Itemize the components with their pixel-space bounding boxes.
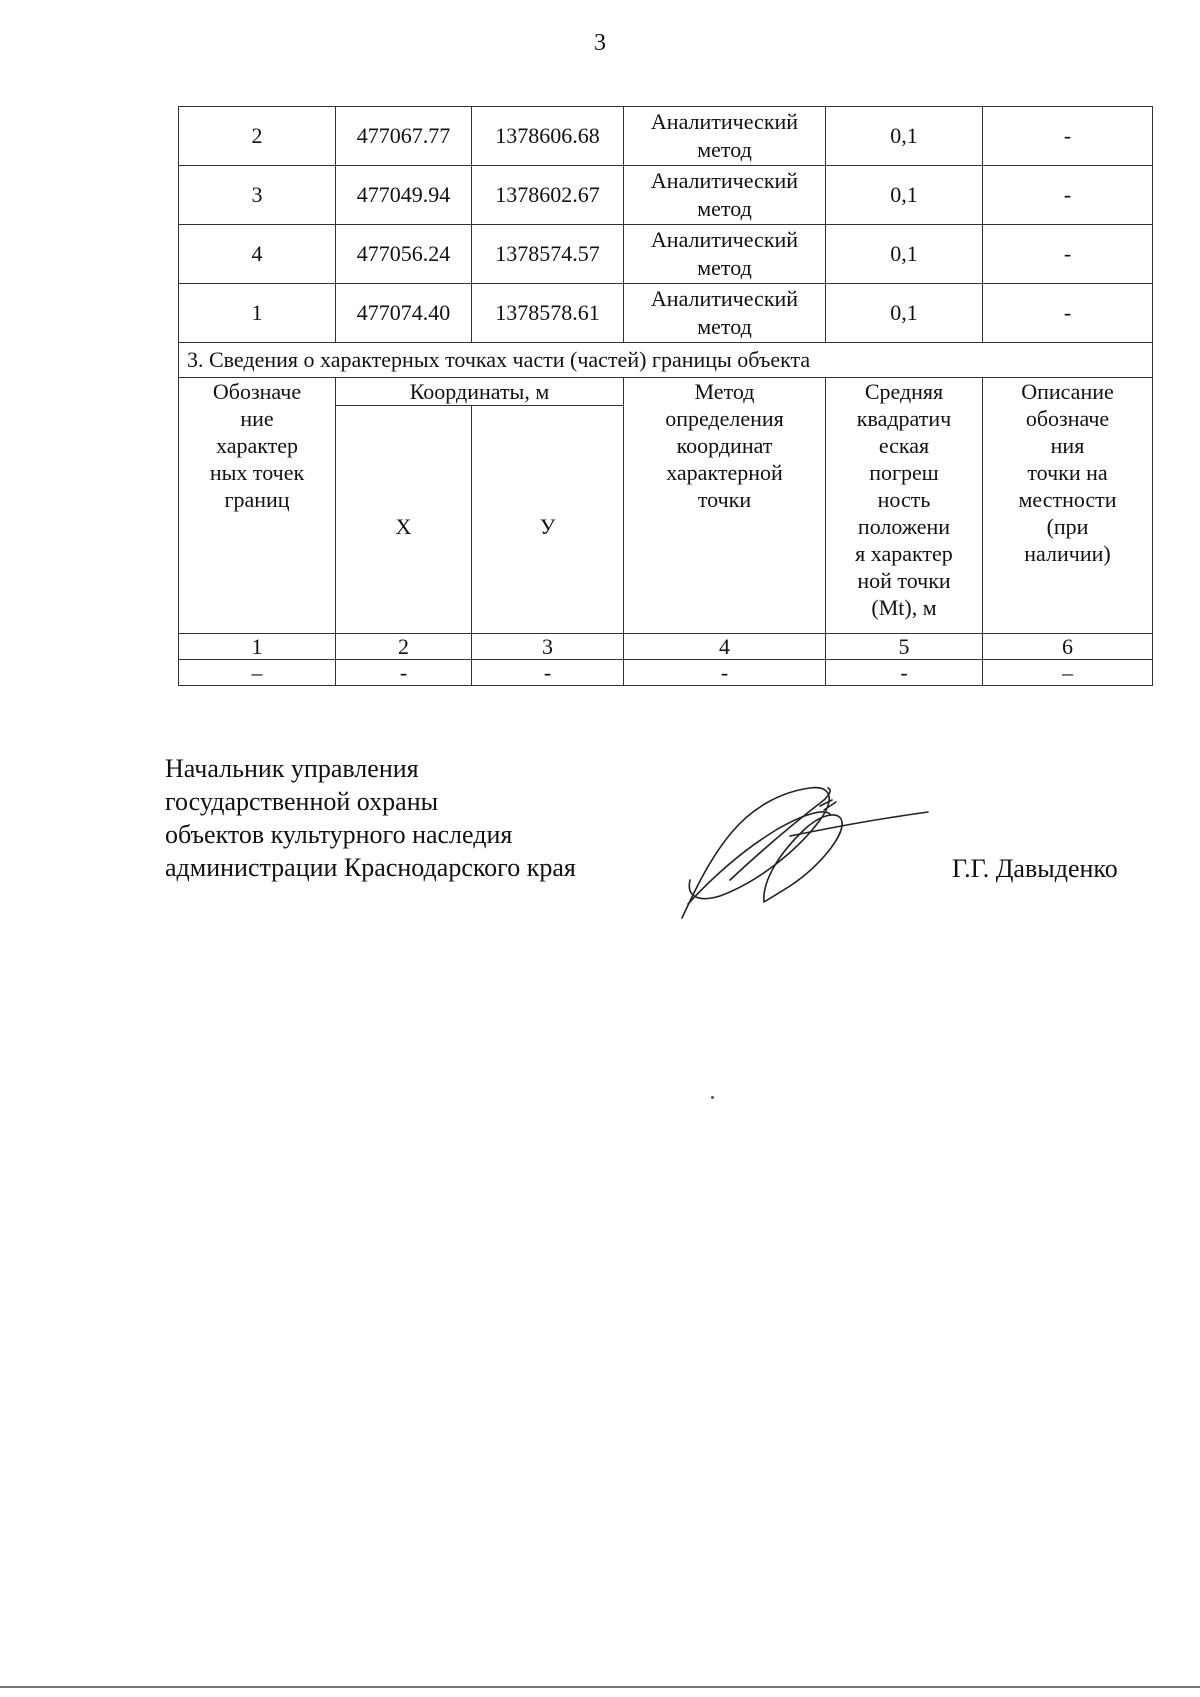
y-coordinate-cell: 1378574.57 xyxy=(472,225,624,284)
method-cell: Аналитический метод xyxy=(624,166,826,225)
table-row xyxy=(179,107,1153,166)
empty-cell: - xyxy=(472,660,624,686)
method-cell: Аналитический метод xyxy=(624,107,826,166)
header-row xyxy=(179,378,1153,406)
column-number: 5 xyxy=(826,634,983,660)
signer-name: Г.Г. Давыденко xyxy=(952,854,1118,883)
position-line: администрации Краснодарского края xyxy=(165,853,576,882)
header-x: Х xyxy=(336,406,472,634)
header-designation: Обозначе ние характер ных точек границ xyxy=(179,378,336,634)
position-line: объектов культурного наследия xyxy=(165,820,513,849)
description-cell: - xyxy=(983,284,1153,343)
mt-cell: 0,1 xyxy=(826,225,983,284)
column-number: 3 xyxy=(472,634,624,660)
description-cell: - xyxy=(983,166,1153,225)
method-cell: Аналитический метод xyxy=(624,225,826,284)
empty-cell: - xyxy=(624,660,826,686)
empty-cell: – xyxy=(179,660,336,686)
x-coordinate-cell: 477056.24 xyxy=(336,225,472,284)
page-number: 3 xyxy=(594,30,606,56)
column-number: 1 xyxy=(179,634,336,660)
mt-cell: 0,1 xyxy=(826,284,983,343)
y-coordinate-cell: 1378602.67 xyxy=(472,166,624,225)
x-coordinate-cell: 477067.77 xyxy=(336,107,472,166)
description-cell: - xyxy=(983,225,1153,284)
point-number-cell: 4 xyxy=(179,225,336,284)
mt-cell: 0,1 xyxy=(826,107,983,166)
description-cell: - xyxy=(983,107,1153,166)
mt-cell: 0,1 xyxy=(826,166,983,225)
x-coordinate-cell: 477074.40 xyxy=(336,284,472,343)
empty-cell: - xyxy=(826,660,983,686)
column-numbers-row xyxy=(179,634,1153,660)
point-number-cell: 2 xyxy=(179,107,336,166)
header-y: У xyxy=(472,406,624,634)
header-mt: Средняя квадратич еская погреш ность положени я характер ной точки (Mt), м xyxy=(826,378,983,634)
section-3-title: 3. Сведения о характерных точках части (частей) границы объекта xyxy=(179,343,1153,378)
header-method: Метод определения координат характерной точки xyxy=(624,378,826,634)
empty-data-row xyxy=(179,660,1153,686)
y-coordinate-cell: 1378578.61 xyxy=(472,284,624,343)
section-title-row xyxy=(179,343,1153,378)
position-line: государственной охраны xyxy=(165,787,439,816)
method-cell: Аналитический метод xyxy=(624,284,826,343)
table-row xyxy=(179,166,1153,225)
point-number-cell: 1 xyxy=(179,284,336,343)
position-line: Начальник управления xyxy=(165,754,419,783)
header-coordinates: Координаты, м xyxy=(336,378,624,406)
column-number: 4 xyxy=(624,634,826,660)
stray-dot xyxy=(711,1096,714,1099)
scan-bottom-edge xyxy=(0,1686,1200,1688)
y-coordinate-cell: 1378606.68 xyxy=(472,107,624,166)
point-number-cell: 3 xyxy=(179,166,336,225)
empty-cell: - xyxy=(336,660,472,686)
column-number: 2 xyxy=(336,634,472,660)
column-number: 6 xyxy=(983,634,1153,660)
signatory-position xyxy=(165,752,576,884)
x-coordinate-cell: 477049.94 xyxy=(336,166,472,225)
points-table xyxy=(178,106,1153,686)
handwritten-signature xyxy=(670,770,940,930)
header-description: Описание обозначе ния точки на местности (при наличии) xyxy=(983,378,1153,634)
empty-cell: – xyxy=(983,660,1153,686)
table-row xyxy=(179,284,1153,343)
table-row xyxy=(179,225,1153,284)
